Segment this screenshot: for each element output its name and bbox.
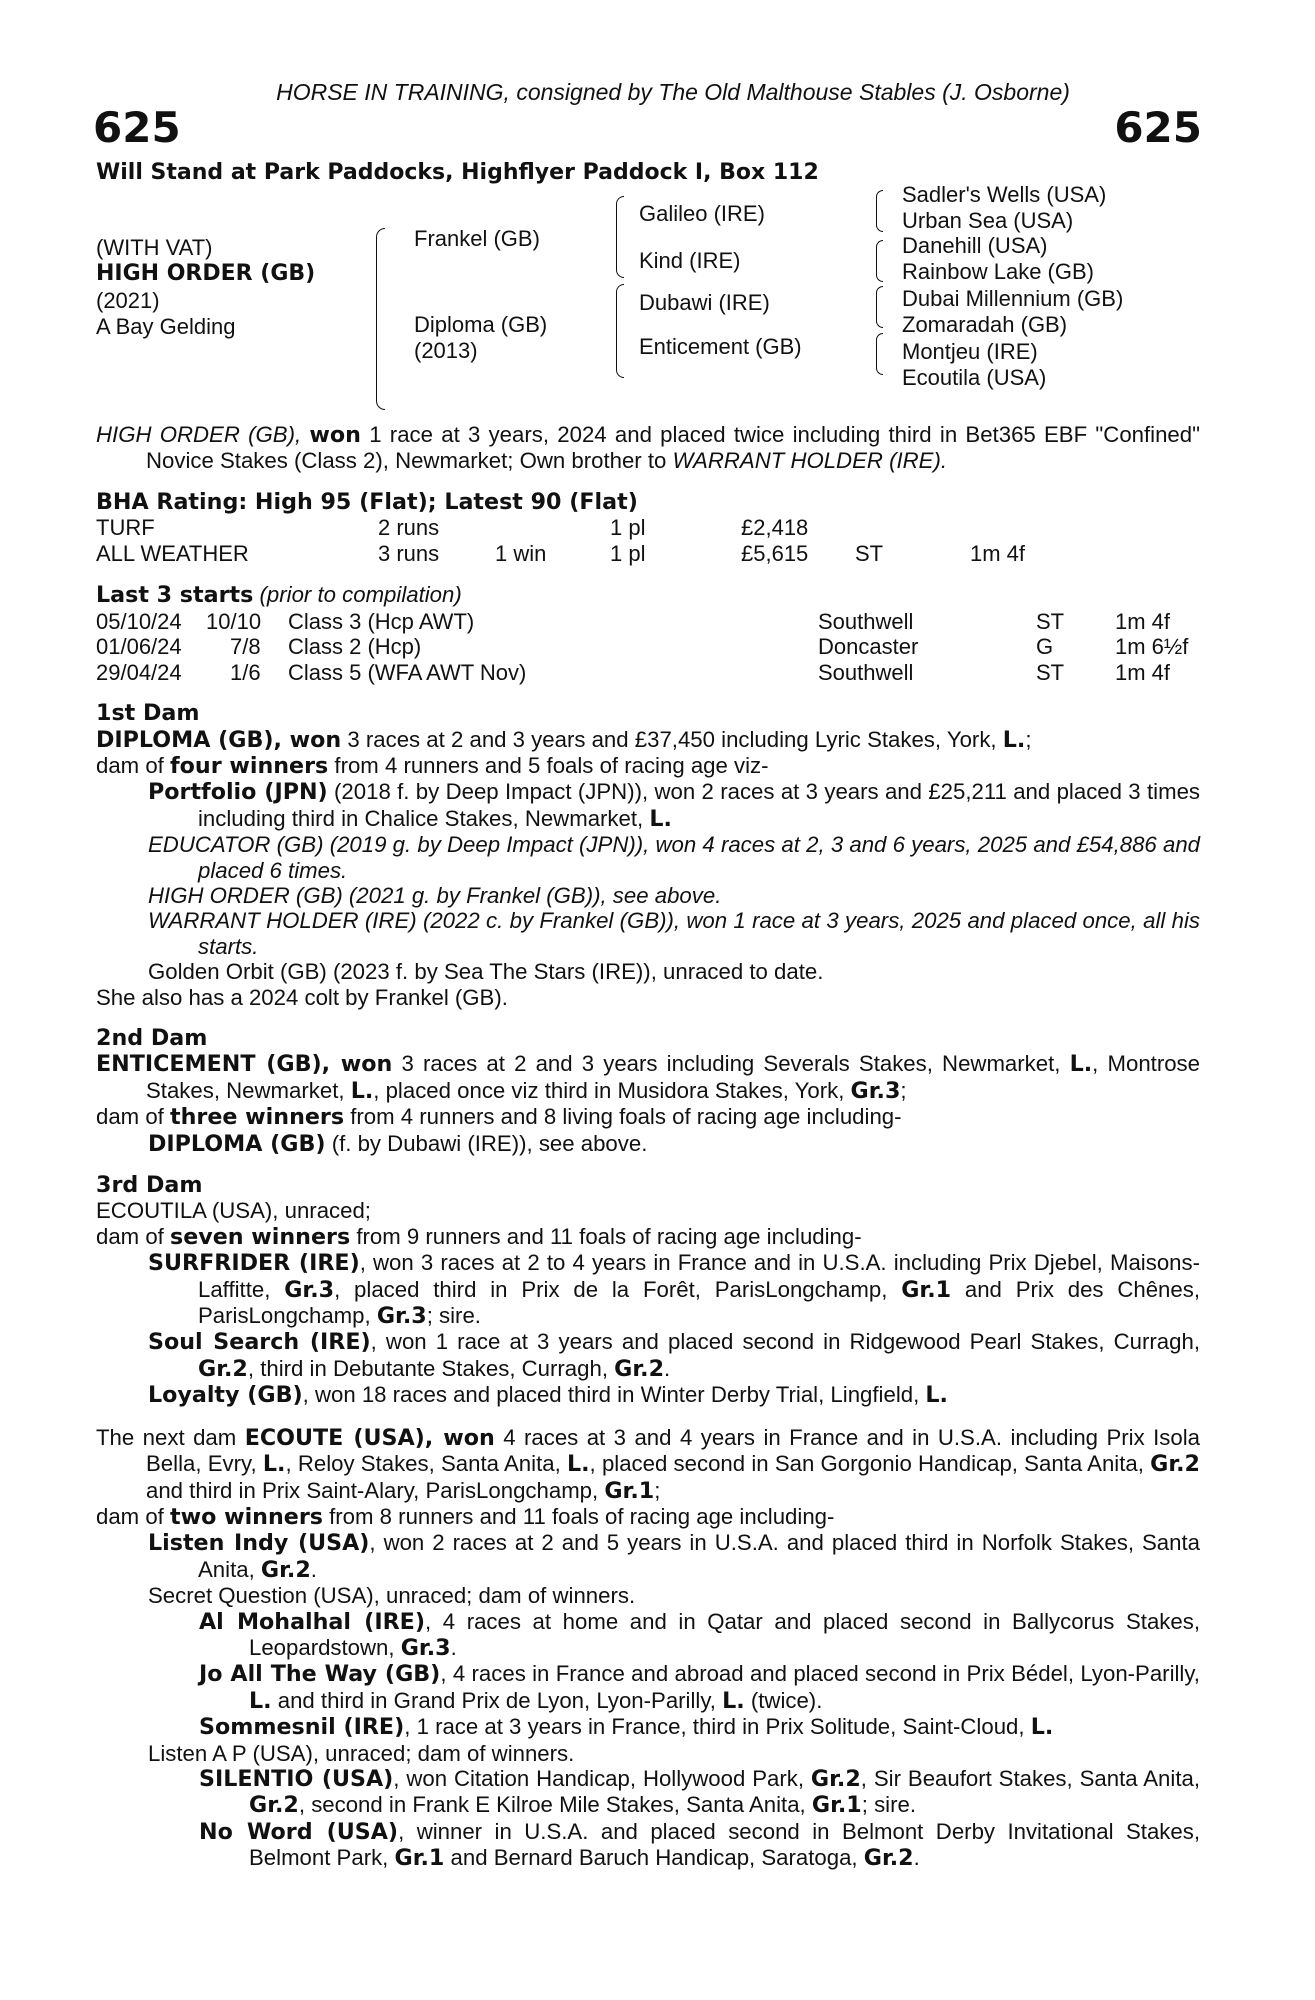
dam-sire: Dubawi (IRE) xyxy=(639,290,770,315)
progeny-item: SILENTIO (USA), won Citation Handicap, Hollywood Park, Gr.2, Sir Beaufort Stakes, Santa Anita, Gr.2, second in Frank E Kilroe Mile Stakes, Santa Anita, Gr.1; sire. xyxy=(199,1765,1200,1819)
pedigree-g3: Danehill (USA) xyxy=(902,233,1048,258)
third-dam-heading: 3rd Dam xyxy=(96,1172,203,1199)
first-dam-section: 1st Dam DIPLOMA (GB), won 3 races at 2 and 3 years and £37,450 including Lyric Stakes, York, L.; dam of four winners from 4 runners and 5 foals of racing age viz- Portfolio (JPN) (2018 f. by Deep Impact (JPN)), won 2 races at 3 years and £25,211 and placed 3 times including third in Chalice Stakes, Newmarket, L. EDUCATOR (GB) (2019 g. by Deep Impact (JPN)), won 4 races at 2, 3 and 6 years, 2025 and £54,886 and placed 6 times. HIGH ORDER (GB) (2021 g. by Frankel (GB)), see above. WARRANT HOLDER (IRE) (2022 c. by Frankel (GB)), won 1 race at 3 years, 2025 and placed once, all his starts. Golden Orbit (GB) (2023 f. by Sea The Stars (IRE)), unraced to date. She also has a 2024 colt by Frankel (GB). xyxy=(96,700,1201,1010)
first-dam-heading: 1st Dam xyxy=(96,700,200,727)
pedigree-chart xyxy=(96,182,1200,412)
last-starts-table xyxy=(96,609,1200,686)
horse-description: A Bay Gelding xyxy=(96,314,236,339)
pedigree-bracket-3 xyxy=(616,284,624,378)
next-dam-section: The next dam ECOUTE (USA), won 4 races at 3 and 4 years in France and in U.S.A. including Prix Isola Bella, Evry, L., Reloy Stakes, Santa Anita, L., placed second in San Gorgonio Handicap, Santa Anita, Gr.2 and third in Prix Saint-Alary, ParisLongchamp, Gr.1; dam of two winners from 8 runners and 11 foals of racing age including- Listen Indy (USA), won 2 races at 2 and 5 years in U.S.A. and placed third in Norfolk Stakes, Santa Anita, Gr.2. Secret Question (USA), unraced; dam of winners. Al Mohalhal (IRE), 4 races at home and in Qatar and placed second in Ballycorus Stakes, Leopardstown, Gr.3. Jo All The Way (GB), 4 races in France and abroad and placed second in Prix Bédel, Lyon-Parilly, L. and third in Grand Prix de Lyon, Lyon-Parilly, L. (twice). Sommesnil (IRE), 1 race at 3 years in France, third in Prix Solitude, Saint-Cloud, L. Listen A P (USA), unraced; dam of winners. SILENTIO (USA), won Citation Handicap, Hollywood Park, Gr.2, Sir Beaufort Stakes, Santa Anita, Gr.2, second in Frank E Kilroe Mile Stakes, Santa Anita, Gr.1; sire. No Word (USA), winner in U.S.A. and placed second in Belmont Derby Invitational Stakes, Belmont Park, Gr.1 and Bernard Baruch Handicap, Saratoga, Gr.2. xyxy=(96,1424,1201,1872)
progeny-note: She also has a 2024 colt by Frankel (GB). xyxy=(96,984,508,1010)
progeny-item: Loyalty (GB), won 18 races and placed third in Winter Derby Trial, Lingfield, L. xyxy=(148,1382,948,1409)
start-row: 05/10/24 10/10 Class 3 (Hcp AWT) Southwell ST 1m 4f xyxy=(96,608,1171,634)
vat-note: (WITH VAT) xyxy=(96,235,213,260)
start-row: 29/04/24 1/6 Class 5 (WFA AWT Nov) Southwell ST 1m 4f xyxy=(96,659,1171,685)
start-row: 01/06/24 7/8 Class 2 (Hcp) Doncaster G 1m 6½f xyxy=(96,634,1189,660)
horse-year: (2021) xyxy=(96,288,160,313)
pedigree-g8: Ecoutila (USA) xyxy=(902,365,1047,390)
horse-name: HIGH ORDER (GB) xyxy=(96,261,316,286)
catalogue-page xyxy=(93,78,1202,1872)
progeny-item: Jo All The Way (GB), 4 races in France and abroad and placed second in Prix Bédel, Lyon-Parilly, L. and third in Grand Prix de Lyon, Lyon-Parilly, L. (twice). xyxy=(199,1661,1200,1714)
pedigree-g4: Rainbow Lake (GB) xyxy=(902,259,1094,284)
rating-table xyxy=(96,515,1200,566)
pedigree-g6: Zomaradah (GB) xyxy=(902,312,1068,337)
progeny-item: WARRANT HOLDER (IRE) (2022 c. by Frankel (GB)), won 1 race at 3 years, 2025 and placed once, all his starts. xyxy=(148,908,1200,959)
horse-summary: HIGH ORDER (GB), won 1 race at 3 years, 2024 and placed twice including third in Bet365 EBF "Confined" Novice Stakes (Class 2), Newmarket; Own brother to WARRANT HOLDER (IRE). xyxy=(96,422,1200,474)
second-dam-heading: 2nd Dam xyxy=(96,1025,208,1051)
pedigree-g5: Dubai Millennium (GB) xyxy=(902,286,1124,311)
pedigree-g2: Urban Sea (USA) xyxy=(902,208,1074,233)
rating-row: ALL WEATHER 3 runs 1 win 1 pl £5,615 ST 1m 4f xyxy=(96,540,1026,566)
progeny-item: DIPLOMA (GB) (f. by Dubawi (IRE)), see above. xyxy=(148,1130,648,1157)
pedigree-g7: Montjeu (IRE) xyxy=(902,339,1038,364)
rating-section xyxy=(96,490,1200,515)
progeny-item: No Word (USA), winner in U.S.A. and placed second in Belmont Derby Invitational Stakes, Belmont Park, Gr.1 and Bernard Baruch Handicap, Saratoga, Gr.2. xyxy=(199,1818,1201,1872)
consignor-header: HORSE IN TRAINING, consigned by The Old Malthouse Stables (J. Osborne) xyxy=(276,79,1070,105)
progeny-item: SURFRIDER (IRE), won 3 races at 2 to 4 years in France and in U.S.A. including Prix Djebel, Maisons-Laffitte, Gr.3, placed third in Prix de la Forêt, ParisLongchamp, Gr.1 and Prix des Chênes, ParisLongchamp, Gr.3; sire. xyxy=(148,1250,1200,1330)
progeny-item: Listen Indy (USA), won 2 races at 2 and 5 years in U.S.A. and placed third in Norfolk Stakes, Santa Anita, Gr.2. xyxy=(148,1530,1200,1583)
progeny-item: HIGH ORDER (GB) (2021 g. by Frankel (GB)), see above. xyxy=(148,882,722,908)
rating-heading: BHA Rating: High 95 (Flat); Latest 90 (Flat) xyxy=(96,488,638,515)
pedigree-bracket-7 xyxy=(876,333,883,375)
last-starts-heading: Last 3 starts (prior to compilation) xyxy=(96,582,462,609)
rating-row: TURF 2 runs 1 pl £2,418 xyxy=(96,515,809,541)
progeny-item: Secret Question (USA), unraced; dam of winners. xyxy=(148,1583,636,1609)
pedigree-bracket-5 xyxy=(876,240,883,282)
lot-number-left: 625 xyxy=(93,103,181,152)
progeny-item: Listen A P (USA), unraced; dam of winners. xyxy=(148,1740,575,1766)
sire-dam: Kind (IRE) xyxy=(639,248,741,273)
pedigree-g1: Sadler's Wells (USA) xyxy=(902,182,1107,207)
pedigree-bracket-2 xyxy=(616,196,624,278)
progeny-item: Golden Orbit (GB) (2023 f. by Sea The Stars (IRE)), unraced to date. xyxy=(148,959,824,985)
progeny-item: Al Mohalhal (IRE), 4 races at home and in Qatar and placed second in Ballycorus Stakes, Leopardstown, Gr.3. xyxy=(199,1608,1200,1661)
lot-number-right: 625 xyxy=(1114,103,1202,152)
dam: Diploma (GB) xyxy=(414,312,548,337)
sire-sire: Galileo (IRE) xyxy=(639,201,765,226)
third-dam-section: 3rd Dam ECOUTILA (USA), unraced; dam of seven winners from 9 runners and 11 foals of racing age including- SURFRIDER (IRE), won 3 races at 2 to 4 years in France and in U.S.A. including Prix Djebel, Maisons-Laffitte, Gr.3, placed third in Prix de la Forêt, ParisLongchamp, Gr.1 and Prix des Chênes, ParisLongchamp, Gr.3; sire. Soul Search (IRE), won 1 race at 3 years and placed second in Ridgewood Pearl Stakes, Curragh, Gr.2, third in Debutante Stakes, Curragh, Gr.2. Loyalty (GB), won 18 races and placed third in Winter Derby Trial, Lingfield, L. xyxy=(96,1172,1200,1409)
progeny-item: Portfolio (JPN) (2018 f. by Deep Impact (JPN)), won 2 races at 3 years and £25,211 and placed 3 times including third in Chalice Stakes, Newmarket, L. xyxy=(148,779,1201,832)
pedigree-bracket-1 xyxy=(376,228,385,410)
pedigree-bracket-6 xyxy=(876,286,883,328)
stable-location: Will Stand at Park Paddocks, Highflyer Paddock I, Box 112 xyxy=(96,160,819,185)
second-dam-section: 2nd Dam ENTICEMENT (GB), won 3 races at 2 and 3 years including Severals Stakes, Newmarket, L., Montrose Stakes, Newmarket, L., placed once viz third in Musidora Stakes, York, Gr.3; dam of three winners from 4 runners and 8 living foals of racing age including- DIPLOMA (GB) (f. by Dubawi (IRE)), see above. xyxy=(96,1025,1200,1157)
progeny-item: Sommesnil (IRE), 1 race at 3 years in France, third in Prix Solitude, Saint-Cloud, L. xyxy=(199,1714,1054,1741)
progeny-item: Soul Search (IRE), won 1 race at 3 years and placed second in Ridgewood Pearl Stakes, Curragh, Gr.2, third in Debutante Stakes, Curragh, Gr.2. xyxy=(148,1329,1200,1382)
progeny-item: EDUCATOR (GB) (2019 g. by Deep Impact (JPN)), won 4 races at 2, 3 and 6 years, 2025 and £54,886 and placed 6 times. xyxy=(148,832,1200,883)
lot-number-row xyxy=(93,103,1202,156)
dam-year: (2013) xyxy=(414,338,478,363)
pedigree-bracket-4 xyxy=(876,190,883,232)
sire: Frankel (GB) xyxy=(414,226,540,251)
dam-dam: Enticement (GB) xyxy=(639,334,802,359)
